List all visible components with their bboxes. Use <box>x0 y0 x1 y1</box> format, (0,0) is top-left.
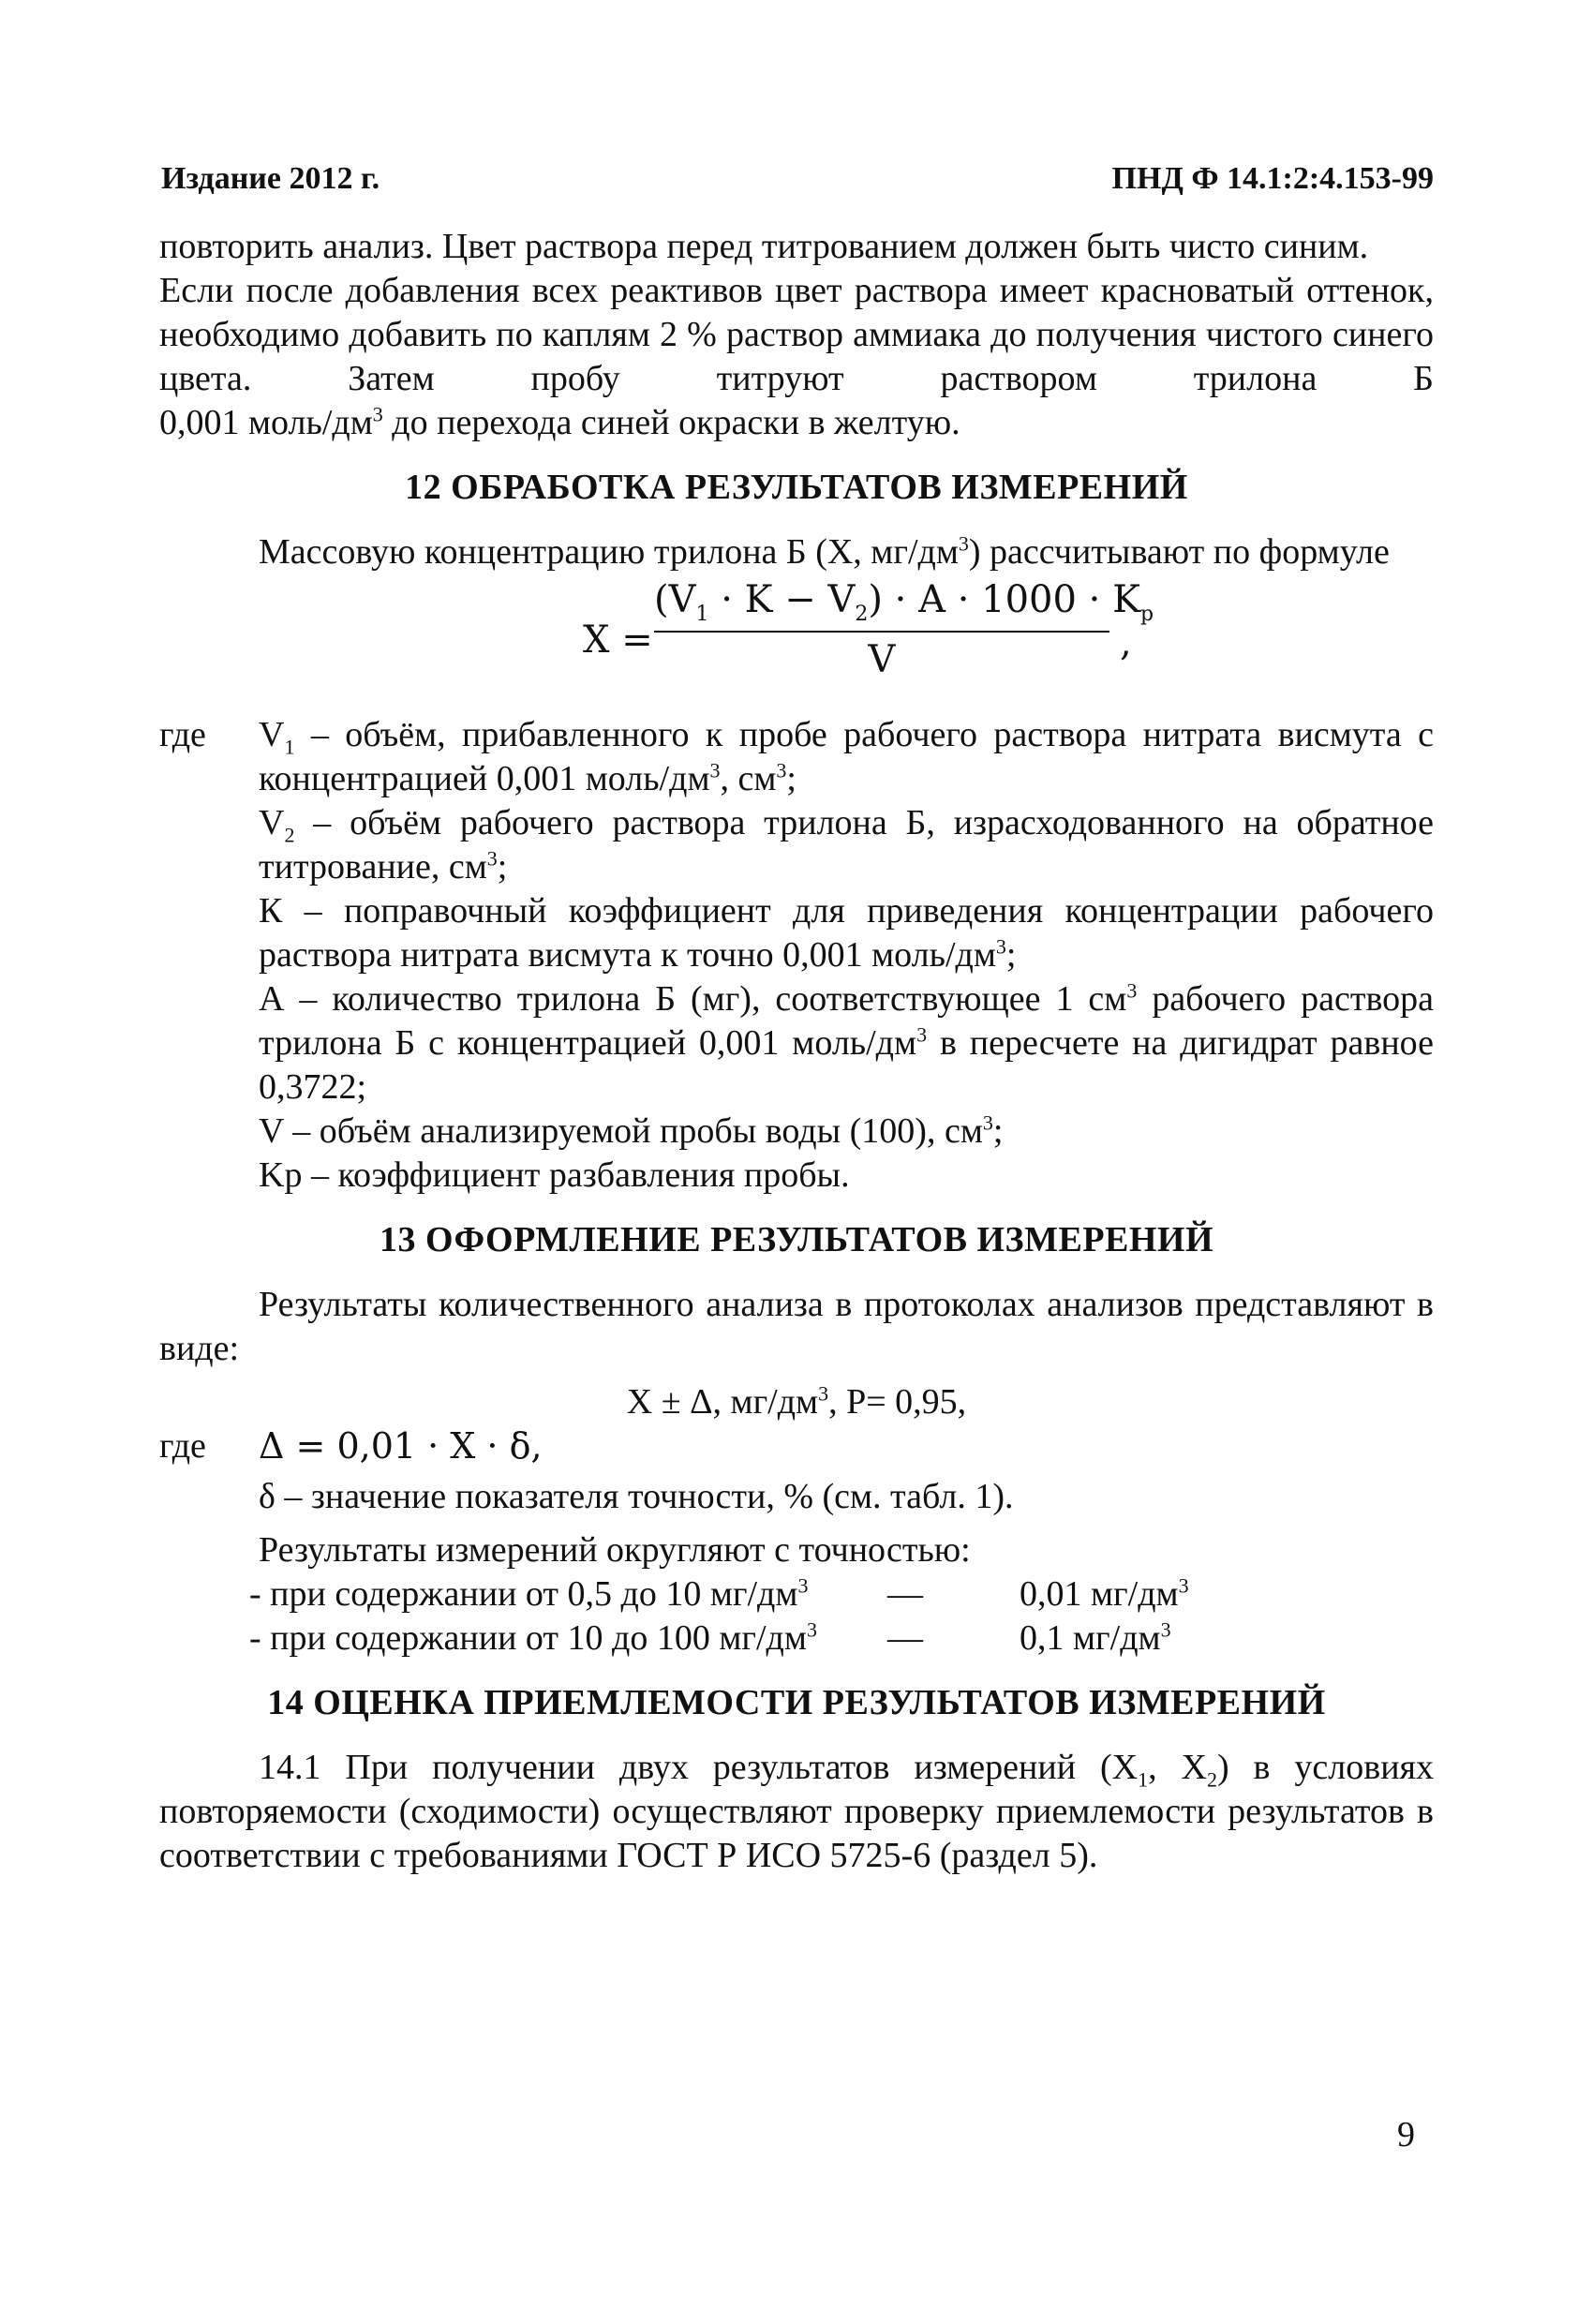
section-14-paragraph: 14.1 При получении двух результатов измерений ($X_1$, $X_2$) в условиях повторяемости (сходимости) осуществляют проверку приемлемости результатов в соответствии с требованиями ГОСТ Р ИСО 5725-6 (раздел 5). <box>159 1748 1435 1875</box>
formula-denominator: V <box>868 638 896 681</box>
intro-line: повторить анализ. Цвет раствора перед титрованием должен быть чисто синим. <box>159 227 1369 266</box>
result-format: X ± Δ, $мг/дм^3$, P= 0,95, <box>626 1381 967 1422</box>
formula-comma: , <box>1120 621 1132 664</box>
definition-k: К – поправочный коэффициент для приведения концентрации рабочего раствора нитрата висмута к точно 0,001 моль/$дм^3$; <box>259 891 1434 975</box>
rounding-row: - при содержании от 0,5 до 10 $мг/дм^3$ — 0,01 $мг/дм^3$ <box>249 1573 1189 1614</box>
fraction-bar <box>654 631 1109 633</box>
intro-last-line: 0,001 моль/$дм^3$ до перехода синей окраски в желтую. <box>159 402 960 442</box>
delta-formula: где Δ = 0,01 · X · δ, <box>159 1425 543 1467</box>
where-label: где <box>159 715 206 754</box>
section-13-intro: Результаты количественного анализа в протоколах анализов представляют в виде: <box>159 1285 1434 1368</box>
definition-v2: $V_2$ – объём рабочего раствора трилона Б, израсходованного на обратное титрование, $см^3$; <box>259 803 1434 886</box>
rounding-row: - при содержании от 10 до 100 $мг/дм^3$ — 0,1 $мг/дм^3$ <box>249 1617 1171 1658</box>
section-12-title: 12 ОБРАБОТКА РЕЗУЛЬТАТОВ ИЗМЕРЕНИЙ <box>405 468 1188 507</box>
section-12-intro: Массовую концентрацию трилона Б (X, $мг/дм^3$) рассчитывают по формуле <box>259 531 1390 572</box>
edition-label: Издание 2012 г. <box>161 161 380 196</box>
formula-numerator: $(V_1 \cdot K - V_2) \cdot A \cdot 1000 \cdot K_p$ <box>654 578 1154 626</box>
intro-paragraph: Если после добавления всех реактивов цвет раствора имеет красноватый оттенок, необходимо добавить по каплям 2 % раствор аммиака до получения чистого синего цвета. Затем пробу титруют раствором трилона Б <box>159 271 1434 398</box>
definition-v: V – объём анализируемой пробы воды (100), $см^3$; <box>259 1110 1004 1151</box>
page-number: 9 <box>1397 2115 1415 2154</box>
definition-kp: Kр – коэффициент разбавления пробы. <box>259 1155 850 1195</box>
section-13-title: 13 ОФОРМЛЕНИЕ РЕЗУЛЬТАТОВ ИЗМЕРЕНИЙ <box>379 1220 1214 1259</box>
page-content <box>159 225 1434 1878</box>
where-label-2: где <box>159 1426 206 1466</box>
formula-lhs: X = <box>583 618 653 662</box>
definition-a: А – количество трилона Б (мг), соответствующее 1 $см^3$ рабочего раствора трилона Б с концентрацией 0,001 моль/$дм^3$ в пересчете на дигидрат равное 0,3722; <box>259 978 1434 1107</box>
delta-definition: δ – значение показателя точности, % (см. табл. 1). <box>259 1477 1014 1516</box>
document-code: ПНД Ф 14.1:2:4.153-99 <box>1111 161 1434 196</box>
definition-v1: где $V_1$ – объём, прибавленного к пробе рабочего раствора нитрата висмута с концентрацией 0,001 моль/$дм^3$, $см^3$; <box>159 715 1434 798</box>
page-header <box>161 161 1434 202</box>
rounding-intro: Результаты измерений округляют с точностью: <box>259 1530 971 1570</box>
variable-definitions <box>159 713 1434 1198</box>
section-14-title: 14 ОЦЕНКА ПРИЕМЛЕМОСТИ РЕЗУЛЬТАТОВ ИЗМЕРЕНИЙ <box>267 1683 1326 1722</box>
concentration-formula <box>159 574 1434 713</box>
